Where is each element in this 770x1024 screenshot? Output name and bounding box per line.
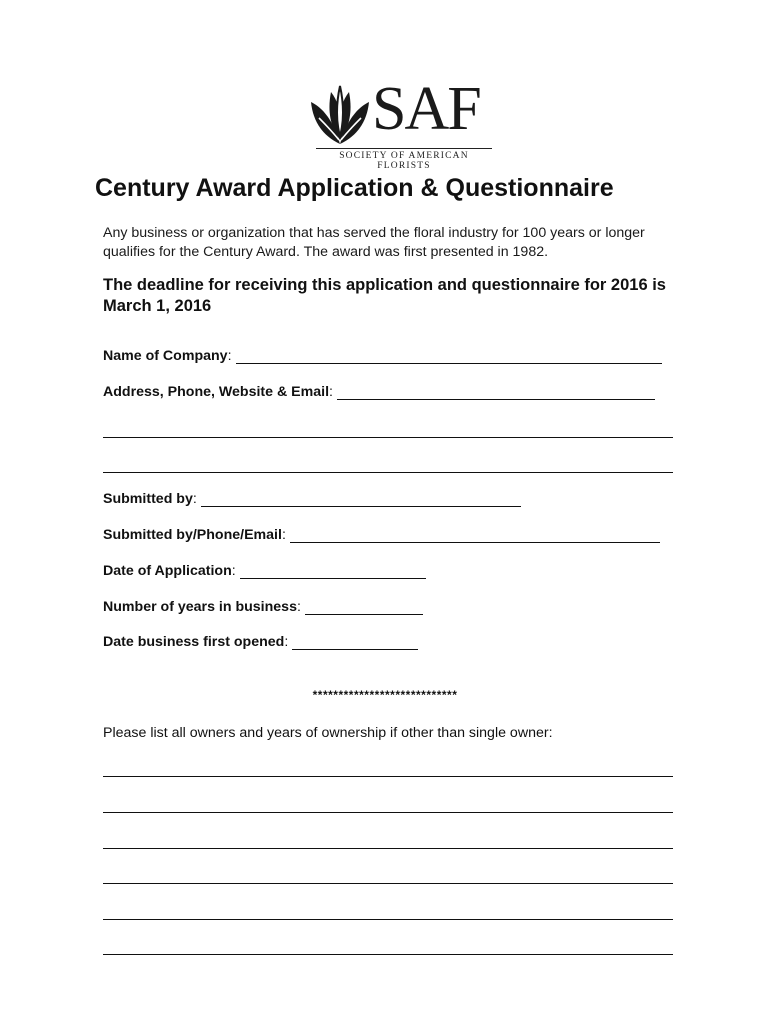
owners-line-5[interactable] (103, 919, 673, 920)
years-in-business-label: Number of years in business (103, 599, 297, 615)
label-colon: : (281, 527, 286, 543)
owners-line-2[interactable] (103, 812, 673, 813)
submitted-contact-input[interactable] (290, 528, 660, 543)
label-colon: : (296, 599, 301, 615)
page-title: Century Award Application & Questionnaire (95, 174, 614, 202)
date-of-application-label: Date of Application (103, 563, 232, 579)
logo-wordmark: SAF (372, 75, 480, 143)
date-first-opened-input[interactable] (292, 635, 418, 650)
years-in-business-field (103, 599, 423, 615)
saf-logo (306, 75, 496, 171)
owners-line-1[interactable] (103, 776, 673, 777)
address-input[interactable] (337, 385, 655, 400)
submitted-contact-label: Submitted by/Phone/Email (103, 527, 282, 543)
submitted-contact-field (103, 527, 660, 543)
address-line-3[interactable] (103, 472, 673, 473)
company-name-input[interactable] (236, 349, 662, 364)
section-separator: **************************** (312, 688, 458, 702)
address-label: Address, Phone, Website & Email (103, 384, 330, 400)
intro-text: Any business or organization that has served the floral industry for 100 years or longer qualifies for the Century Award. The award was first presented in 1982. (103, 225, 645, 260)
date-of-application-input[interactable] (240, 564, 426, 579)
date-first-opened-field (103, 634, 418, 650)
owners-prompt: Please list all owners and years of ownership if other than single owner: (103, 725, 553, 741)
logo-tagline: SOCIETY OF AMERICAN FLORISTS (339, 151, 469, 171)
submitted-by-field (103, 491, 521, 507)
label-colon: : (284, 634, 289, 650)
label-colon: : (192, 491, 197, 507)
deadline-notice: The deadline for receiving this application and questionnaire for 2016 is March 1, 2016 (103, 276, 666, 315)
label-colon: : (231, 563, 236, 579)
submitted-by-label: Submitted by (103, 491, 193, 507)
years-in-business-input[interactable] (305, 600, 423, 615)
label-colon: : (227, 348, 232, 364)
date-of-application-field (103, 563, 426, 579)
address-field (103, 384, 655, 400)
company-name-field (103, 348, 662, 364)
submitted-by-input[interactable] (201, 492, 521, 507)
label-colon: : (329, 384, 333, 400)
company-name-label: Name of Company (103, 348, 228, 364)
owners-line-4[interactable] (103, 883, 673, 884)
flower-emblem-icon (309, 84, 371, 146)
owners-line-3[interactable] (103, 848, 673, 849)
address-line-2[interactable] (103, 437, 673, 438)
logo-divider (316, 148, 492, 149)
date-first-opened-label: Date business first opened (103, 634, 285, 650)
owners-line-6[interactable] (103, 954, 673, 955)
